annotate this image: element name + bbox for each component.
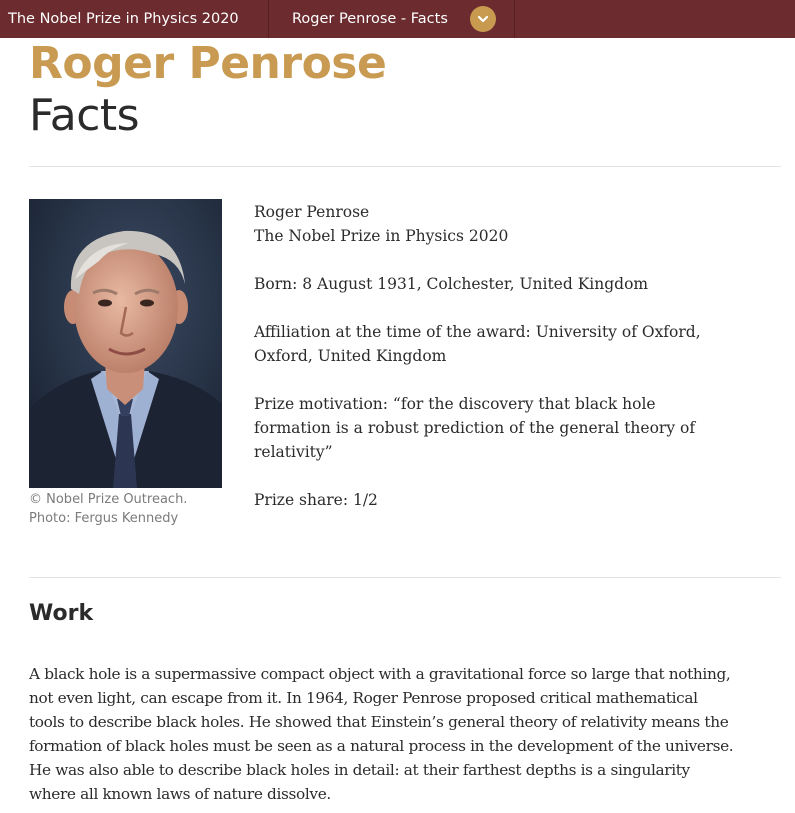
work-description	[29, 662, 789, 806]
top-nav-bar	[0, 0, 795, 38]
divider	[29, 166, 781, 167]
photo-credit-line-2: Photo: Fergus Kennedy	[29, 511, 179, 526]
facts-motivation-line-3: relativity”	[254, 443, 333, 461]
facts-prize-share: Prize share: 1/2	[254, 491, 378, 509]
facts-affiliation-line-1: Affiliation at the time of the award: University of Oxford,	[254, 323, 701, 341]
breadcrumb-prize-link[interactable]: The Nobel Prize in Physics 2020	[0, 0, 269, 38]
divider	[29, 577, 781, 578]
facts-panel	[254, 200, 754, 536]
work-text-line: A black hole is a supermassive compact object with a gravitational force so large that nothing,	[29, 665, 731, 683]
page-subtitle-facts: Facts	[29, 90, 140, 141]
photo-credit-caption	[29, 490, 229, 528]
breadcrumb-current-page[interactable]	[269, 0, 515, 38]
laureate-name-heading: Roger Penrose	[29, 38, 387, 89]
facts-affiliation-line-2: Oxford, United Kingdom	[254, 347, 447, 365]
work-text-line: not even light, can escape from it. In 1964, Roger Penrose proposed critical mathematical	[29, 689, 698, 707]
facts-motivation-line-2: formation is a robust prediction of the general theory of	[254, 419, 696, 437]
facts-prize: The Nobel Prize in Physics 2020	[254, 227, 509, 245]
photo-credit-line-1: © Nobel Prize Outreach.	[29, 492, 188, 507]
chevron-down-icon[interactable]	[470, 6, 496, 32]
facts-born: Born: 8 August 1931, Colchester, United Kingdom	[254, 275, 649, 293]
breadcrumb-current-label: Roger Penrose - Facts	[292, 11, 448, 27]
work-text-line: formation of black holes must be seen as a natural process in the development of the universe.	[29, 737, 734, 755]
work-text-line: where all known laws of nature dissolve.	[29, 785, 331, 803]
work-section-heading: Work	[29, 601, 94, 626]
work-text-line: He was also able to describe black holes in detail: at their farthest depths is a singularity	[29, 761, 690, 779]
laureate-portrait-image	[29, 199, 222, 488]
facts-motivation-line-1: Prize motivation: “for the discovery that black hole	[254, 395, 656, 413]
facts-laureate-name: Roger Penrose	[254, 203, 370, 221]
work-text-line: tools to describe black holes. He showed that Einstein’s general theory of relativity means the	[29, 713, 729, 731]
